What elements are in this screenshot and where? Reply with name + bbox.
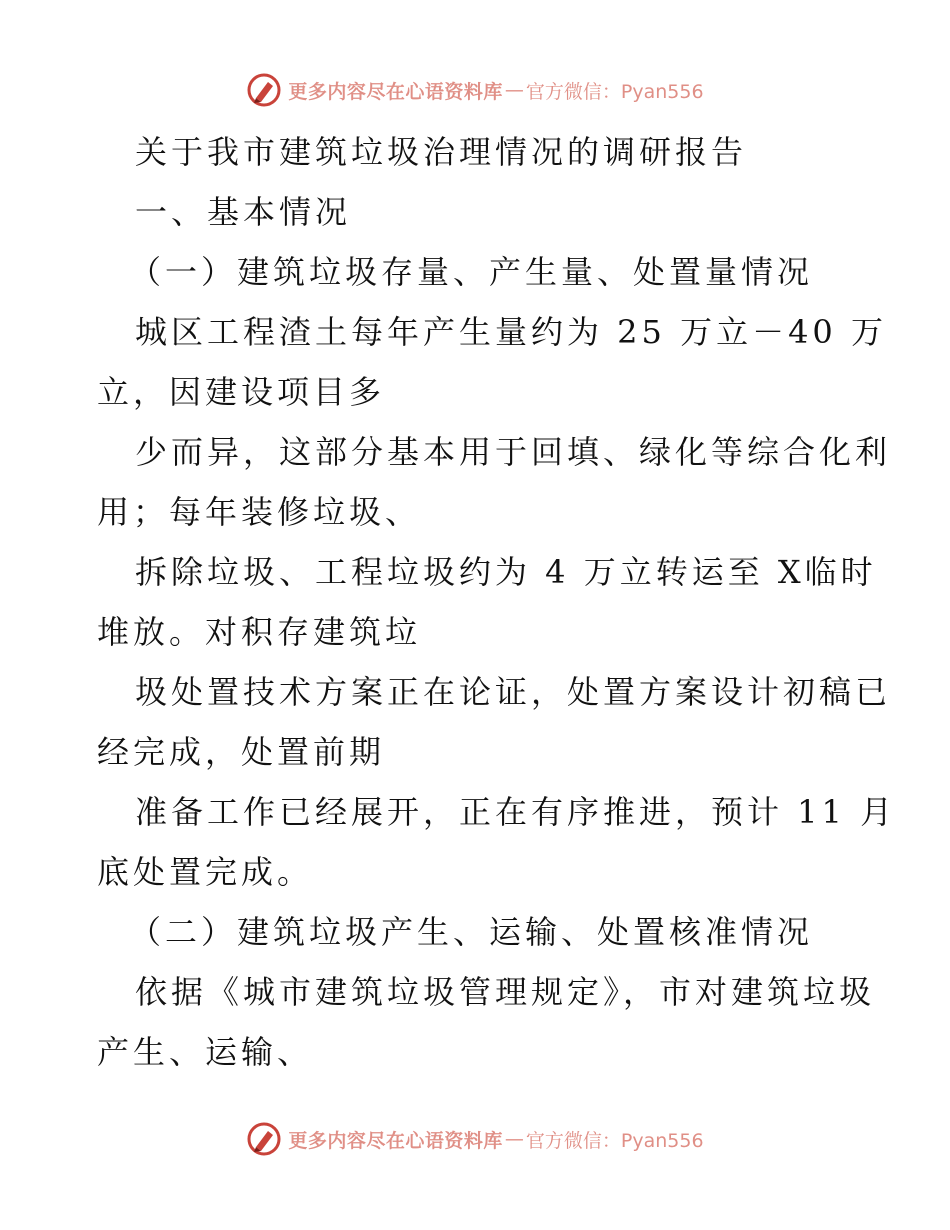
banner-dash: — xyxy=(504,79,524,101)
paragraph-line: 圾处置技术方案正在论证，处置方案设计初稿已 xyxy=(135,673,892,711)
paragraph-line: 经完成，处置前期 xyxy=(97,733,386,771)
subsection-heading: （一）建筑垃圾存量、产生量、处置量情况 xyxy=(129,253,814,291)
paragraph-line: 堆放。对积存建筑垃 xyxy=(97,613,422,651)
pen-logo-icon xyxy=(246,1121,282,1157)
paragraph-line: 准备工作已经展开，正在有序推进，预计 11 月 xyxy=(135,793,897,831)
pen-logo-icon xyxy=(246,72,282,108)
paragraph-line: 立，因建设项目多 xyxy=(97,373,386,411)
paragraph-line: 少而异，这部分基本用于回填、绿化等综合化利 xyxy=(135,433,892,471)
banner-main-text: 更多内容尽在心语资料库 xyxy=(288,1129,503,1152)
footer-banner xyxy=(0,1119,950,1159)
banner-wechat-text: 官方微信：Pyan556 xyxy=(525,80,704,103)
paragraph-line: 底处置完成。 xyxy=(97,853,314,891)
paragraph-line: 用；每年装修垃圾、 xyxy=(97,493,422,531)
document-title: 关于我市建筑垃圾治理情况的调研报告 xyxy=(135,133,748,171)
subsection-heading: （二）建筑垃圾产生、运输、处置核准情况 xyxy=(129,913,814,951)
section-heading: 一、基本情况 xyxy=(135,193,352,231)
document-body xyxy=(97,122,897,1082)
banner-wechat-text: 官方微信：Pyan556 xyxy=(525,1129,704,1152)
banner-dash: — xyxy=(504,1128,524,1150)
paragraph-line: 城区工程渣土每年产生量约为 25 万立－40 万 xyxy=(135,313,887,351)
paragraph-line: 拆除垃圾、工程垃圾约为 4 万立转运至 X临时 xyxy=(135,553,877,591)
paragraph-line: 产生、运输、 xyxy=(97,1033,314,1071)
banner-main-text: 更多内容尽在心语资料库 xyxy=(288,80,503,103)
paragraph-line: 依据《城市建筑垃圾管理规定》，市对建筑垃圾 xyxy=(135,973,876,1011)
header-banner xyxy=(0,70,950,110)
